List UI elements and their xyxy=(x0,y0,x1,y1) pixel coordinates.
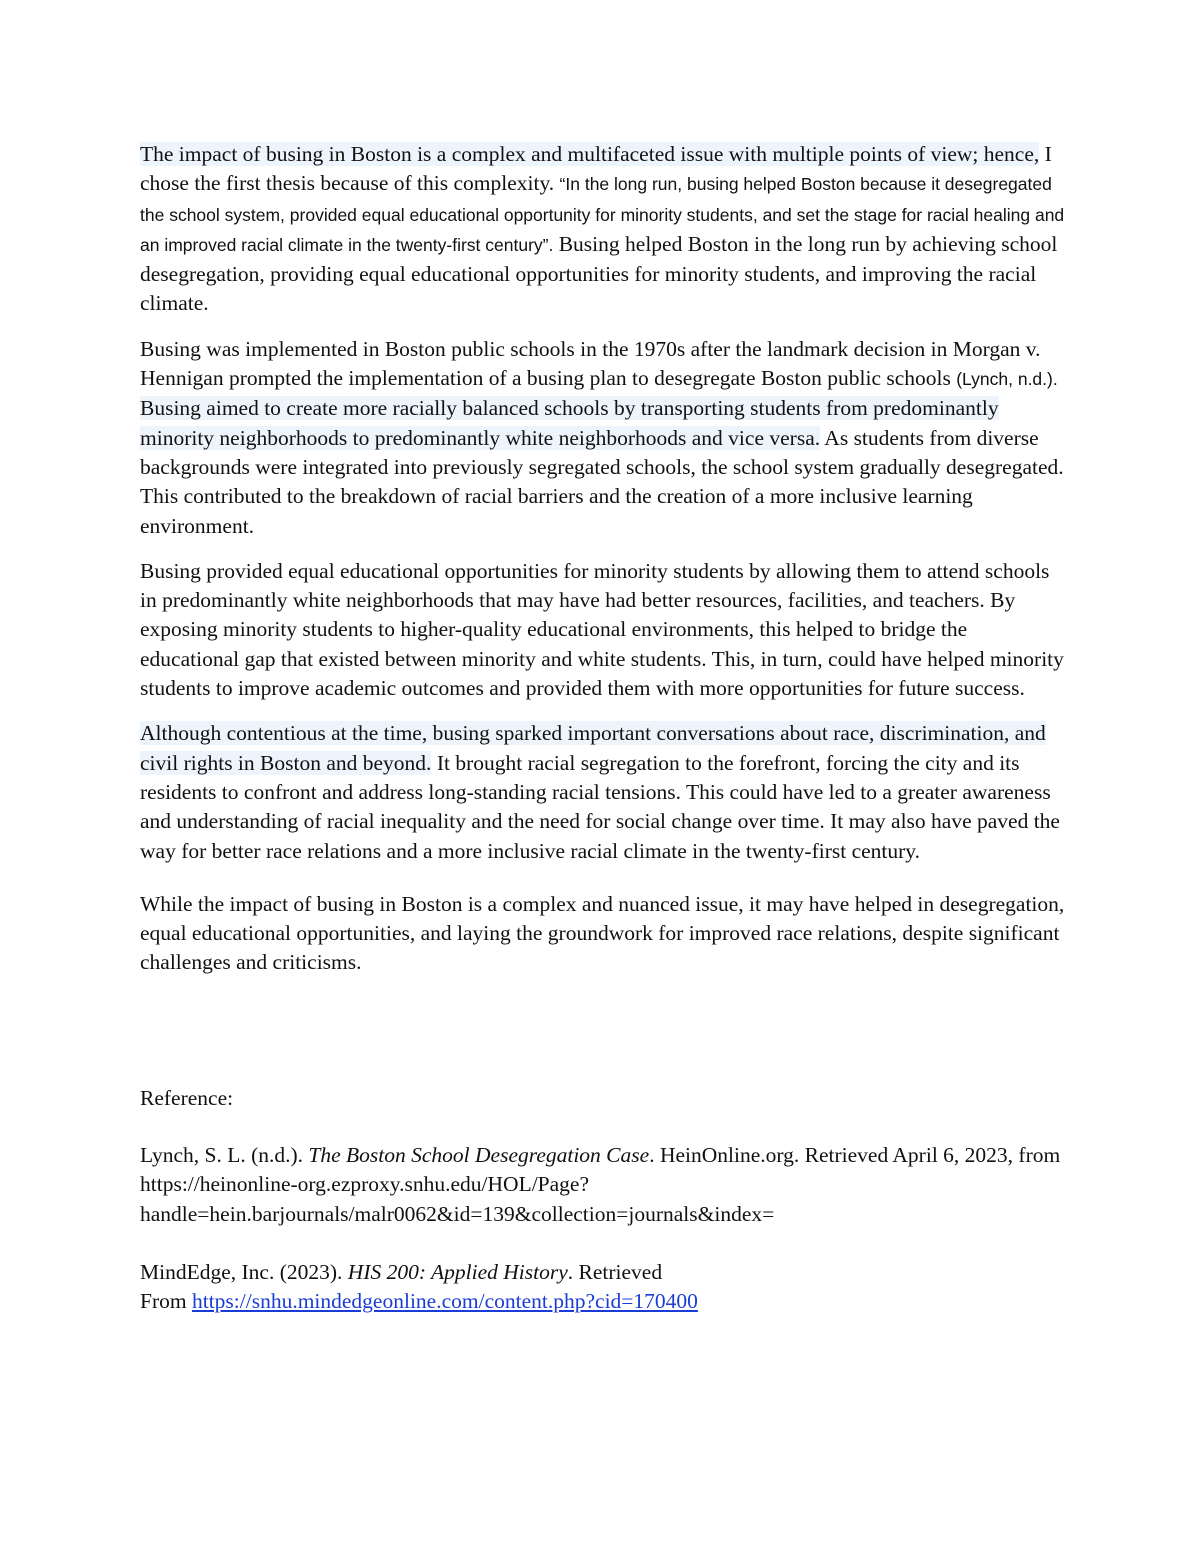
reference-handle: handle=hein.barjournals/malr0062&id=139&collection=journals&index= xyxy=(140,1201,775,1226)
body-text: I chose the first thesis because of this complexity. xyxy=(140,142,1052,196)
reference-entry-mindedge xyxy=(140,1258,1065,1317)
reference-author: MindEdge, Inc. (2023). xyxy=(140,1259,348,1284)
reference-retrieved: . Retrieved xyxy=(567,1259,663,1284)
body-text: As students from diverse backgrounds were integrated into previously segregated schools, the school system gradually desegregated. This contributed to the breakdown of racial barriers and the creation of a more inclusive learning environment. xyxy=(140,425,1064,538)
paragraph-thesis xyxy=(140,140,1065,319)
thesis-quote: “In the long run, busing helped Boston because it desegregated the school system, provided equal educational opportunity for minority students, and set the stage for racial healing and an improved racial climate in the twenty-first century”. xyxy=(140,174,1065,255)
paragraph-racial-climate xyxy=(140,719,1065,865)
body-text: Busing helped Boston in the long run by achieving school desegregation, providing equal educational opportunities for minority students, and improving the racial climate. xyxy=(140,231,1058,316)
highlighted-text: The impact of busing in Boston is a complex and multifaceted issue with multiple points of view; hence, xyxy=(140,142,1040,166)
paragraph-desegregation xyxy=(140,335,1065,541)
reference-source: . HeinOnline.org. Retrieved April 6, 2023, from https://heinonline-org.ezproxy.snhu.edu/HOL/Page? xyxy=(140,1143,1061,1197)
reference-author: Lynch, S. L. (n.d.). xyxy=(140,1143,309,1168)
reference-heading: Reference: xyxy=(140,1085,234,1110)
document-page xyxy=(140,140,1065,1317)
highlighted-text: Although contentious at the time, busing sparked important conversations about race, discrimination, and civil rights in Boston and beyond. xyxy=(140,721,1046,775)
reference-title: HIS 200: Applied History xyxy=(347,1259,568,1284)
body-text: It brought racial segregation to the forefront, forcing the city and its residents to confront and address long-standing racial tensions. This could have led to a greater awareness and understanding of racial inequality and the need for social change over time. It may also have paved the way for better race relations and a more inclusive racial climate in the twenty-first century. xyxy=(140,750,1060,863)
in-text-citation: (Lynch, n.d.). xyxy=(956,369,1058,390)
body-text: Busing was implemented in Boston public schools in the 1970s after the landmark decision in Morgan v. Hennigan prompted the implementation of a busing plan to desegregate Boston public schools xyxy=(140,336,1041,391)
reference-url-link[interactable]: https://snhu.mindedgeonline.com/content.php?cid=170400 xyxy=(191,1289,698,1314)
highlighted-text: Busing aimed to create more racially balanced schools by transporting students from predominantly minority neighborhoods to predominantly white neighborhoods and vice versa. xyxy=(140,396,999,450)
paragraph-conclusion: While the impact of busing in Boston is a complex and nuanced issue, it may have helped in desegregation, equal educational opportunities, and laying the groundwork for improved race relations, despite significant challenges and criticisms. xyxy=(140,891,1065,975)
paragraph-opportunities: Busing provided equal educational opportunities for minority students by allowing them to attend schools in predominantly white neighborhoods that may have had better resources, facilities, and teachers. By exposing minority students to higher-quality educational environments, this helped to bridge the educational gap that existed between minority and white students. This, in turn, could have helped minority students to improve academic outcomes and provided them with more opportunities for future success. xyxy=(140,558,1064,701)
reference-title: The Boston School Desegregation Case xyxy=(308,1143,650,1168)
reference-entry-lynch xyxy=(140,1141,1065,1229)
reference-from: From xyxy=(140,1289,192,1314)
